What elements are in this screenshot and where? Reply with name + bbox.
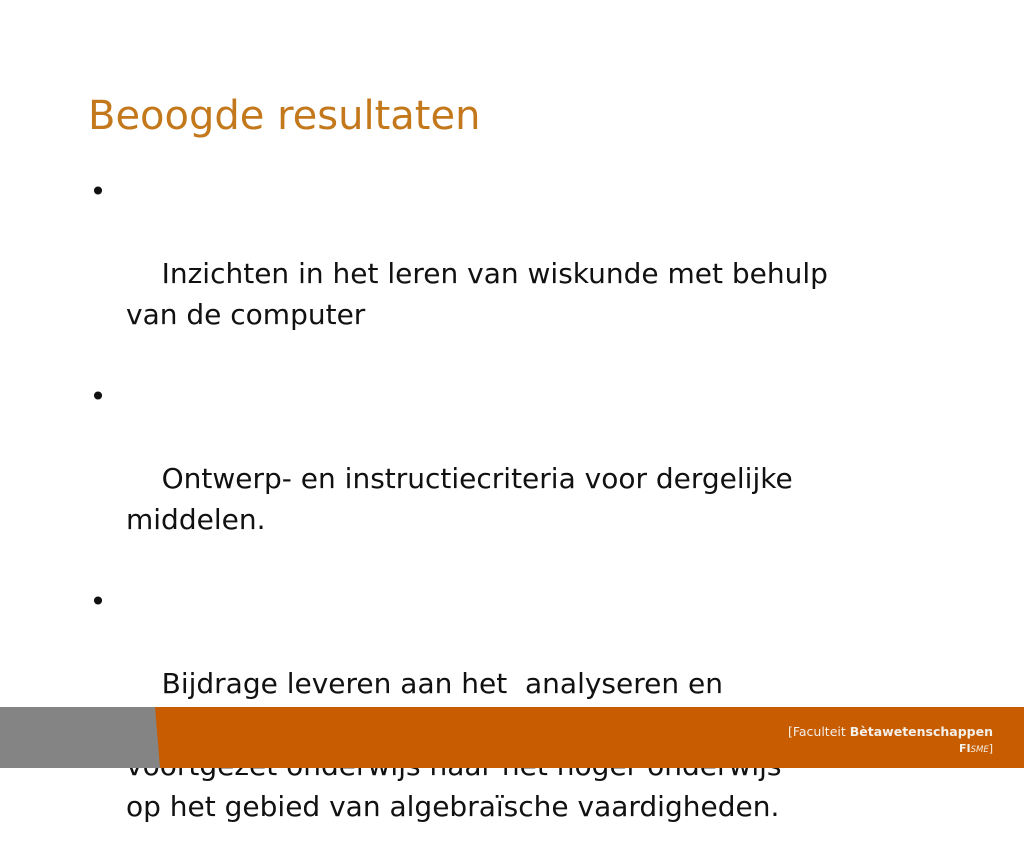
bullet-text: Ontwerp- en instructiecriteria voor dergelijke middelen.: [126, 462, 793, 536]
bullet-item: [88, 376, 968, 581]
faculty-name-line: [788, 723, 993, 741]
unit-prefix: FI: [958, 742, 971, 755]
unit-suffix: SME: [970, 745, 989, 755]
faculty-name: Bètawetenschappen: [849, 724, 993, 739]
footer-bar: [0, 707, 1024, 768]
bracket-open: [: [787, 724, 793, 739]
unit-name-line: [788, 741, 993, 758]
faculty-word: Faculteit: [792, 724, 846, 739]
bullet-dot-icon: •: [89, 175, 107, 208]
bullet-text: Inzichten in het leren van wiskunde met behulp van de computer: [126, 257, 828, 331]
bracket-close: ]: [988, 742, 993, 755]
slide-title: Beoogde resultaten: [88, 93, 481, 139]
bullet-text: Bijdrage leveren aan het analyseren en op het gebied van algebraïsche vaardigheden.: [126, 667, 780, 823]
bullet-item: [88, 171, 968, 376]
faculty-logo: [788, 723, 993, 758]
bullet-dot-icon: •: [89, 585, 107, 618]
bullet-dot-icon: •: [89, 380, 107, 413]
